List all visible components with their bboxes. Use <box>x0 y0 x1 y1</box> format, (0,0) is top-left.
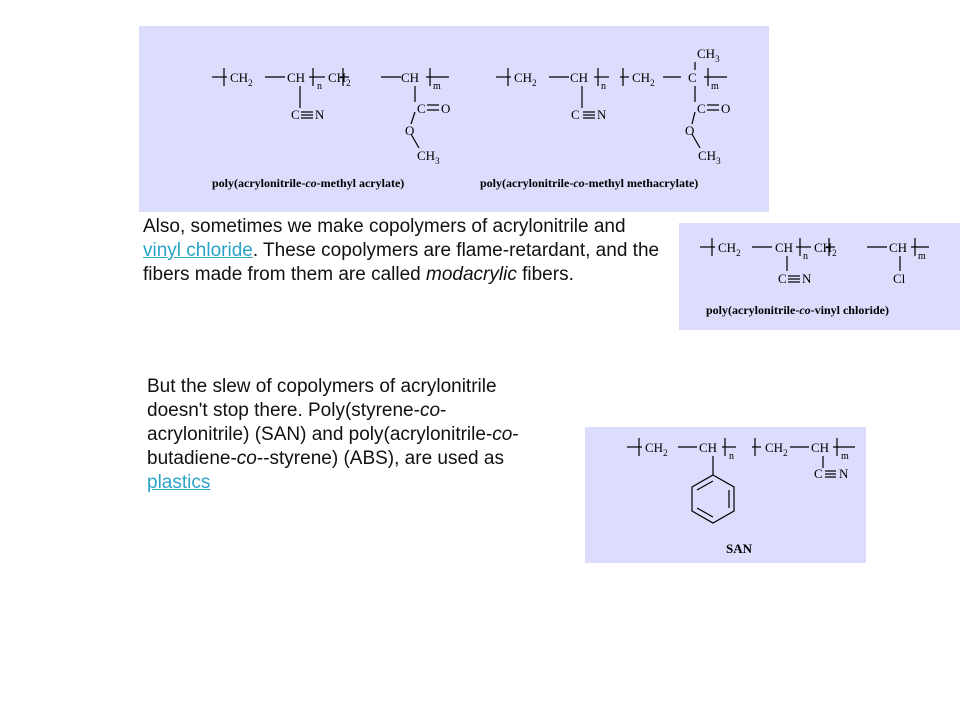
svg-text:N: N <box>597 107 607 122</box>
svg-text:n: n <box>803 251 808 262</box>
caption-text: poly(acrylonitrile- <box>212 176 306 190</box>
svg-text:O: O <box>721 101 731 116</box>
svg-text:m: m <box>433 81 441 92</box>
svg-text:C: C <box>778 271 787 286</box>
svg-text:CH: CH <box>570 70 589 85</box>
svg-text:O: O <box>685 123 695 138</box>
svg-text:N: N <box>315 107 325 122</box>
svg-text:CH: CH <box>889 240 908 255</box>
svg-text:CH: CH <box>775 240 794 255</box>
link-vinyl-chloride[interactable]: vinyl chloride <box>143 240 253 261</box>
caption-san: SAN <box>726 541 753 556</box>
caption-methyl-acrylate <box>212 176 404 190</box>
paragraph-san-abs <box>147 375 522 495</box>
svg-text:CH: CH <box>401 70 420 85</box>
caption-text: poly(acrylonitrile- <box>480 176 574 190</box>
svg-text:CH2: $CH_2$ <box>645 440 668 458</box>
caption-vinyl-chloride <box>706 303 889 317</box>
svg-text:CH2: $CH_2$ <box>814 240 837 258</box>
caption-text: -methyl acrylate) <box>316 176 405 190</box>
svg-text:m: m <box>918 251 926 262</box>
svg-text:m: m <box>841 451 849 462</box>
svg-text:C: C <box>291 107 300 122</box>
link-plastics[interactable]: plastics <box>147 472 211 493</box>
svg-text:CH2: $CH_2$ <box>765 440 788 458</box>
svg-text:n: n <box>317 81 322 92</box>
figure-vinyl-chloride-copolymer <box>679 223 960 330</box>
structure-diagram <box>139 26 769 212</box>
svg-text:Cl: Cl <box>893 271 906 286</box>
paragraph-text: fibers. <box>516 264 574 285</box>
italic-term: co <box>236 448 257 469</box>
caption-text: co <box>799 303 811 317</box>
italic-term: co <box>419 400 441 421</box>
italic-term: modacrylic <box>426 264 517 285</box>
caption-text: poly(acrylonitrile- <box>706 303 800 317</box>
svg-text:C: C <box>688 70 697 85</box>
paragraph-text: --styrene) (ABS), are used as <box>256 448 504 469</box>
caption-text: -methyl methacrylate) <box>584 176 699 190</box>
figure-san <box>585 427 866 563</box>
caption-text: co <box>573 176 585 190</box>
svg-text:m: m <box>711 81 719 92</box>
svg-text:O: O <box>405 123 415 138</box>
svg-text:n: n <box>729 451 734 462</box>
svg-text:CH3: $CH_3$ <box>417 148 440 166</box>
structure-diagram <box>585 427 866 563</box>
paragraph-text: But the slew of copolymers of acrylonitrile doesn't stop there. Poly(styrene- <box>147 376 497 421</box>
caption-text: -vinyl chloride) <box>810 303 889 317</box>
svg-text:CH: CH <box>811 440 830 455</box>
caption-methyl-methacrylate <box>480 176 698 190</box>
svg-text:C: C <box>697 101 706 116</box>
paragraph-text: -butadiene- <box>147 424 519 469</box>
svg-text:CH2: $CH_2$ <box>718 240 741 258</box>
caption-text: co <box>305 176 317 190</box>
svg-text:CH2: $CH_2$ <box>328 70 351 88</box>
svg-text:O: O <box>441 101 451 116</box>
svg-text:C: C <box>417 101 426 116</box>
paragraph-text: -acrylonitrile) (SAN) and poly(acrylonitrile- <box>147 400 493 445</box>
structure-diagram <box>679 223 960 330</box>
paragraph-modacrylic <box>143 215 668 287</box>
italic-term: co <box>492 424 513 445</box>
paragraph-text: . These copolymers are flame-retardant, and the fibers made from them are called <box>143 240 660 285</box>
svg-text:C: C <box>814 466 823 481</box>
paragraph-text: Also, sometimes we make copolymers of acrylonitrile and <box>143 216 626 237</box>
svg-text:CH2: $CH_2$ <box>230 70 253 88</box>
svg-text:CH2: $CH_2$ <box>514 70 537 88</box>
figure-methyl-acrylate-copolymers <box>139 26 769 212</box>
svg-text:CH: CH <box>699 440 718 455</box>
svg-text:CH: CH <box>287 70 306 85</box>
svg-text:N: N <box>802 271 812 286</box>
svg-text:CH3: $CH_3$ <box>698 148 721 166</box>
svg-text:CH3: $CH_3$ <box>697 46 720 64</box>
svg-text:n: n <box>601 81 606 92</box>
svg-text:CH2: $CH_2$ <box>632 70 655 88</box>
svg-text:C: C <box>571 107 580 122</box>
svg-text:N: N <box>839 466 849 481</box>
